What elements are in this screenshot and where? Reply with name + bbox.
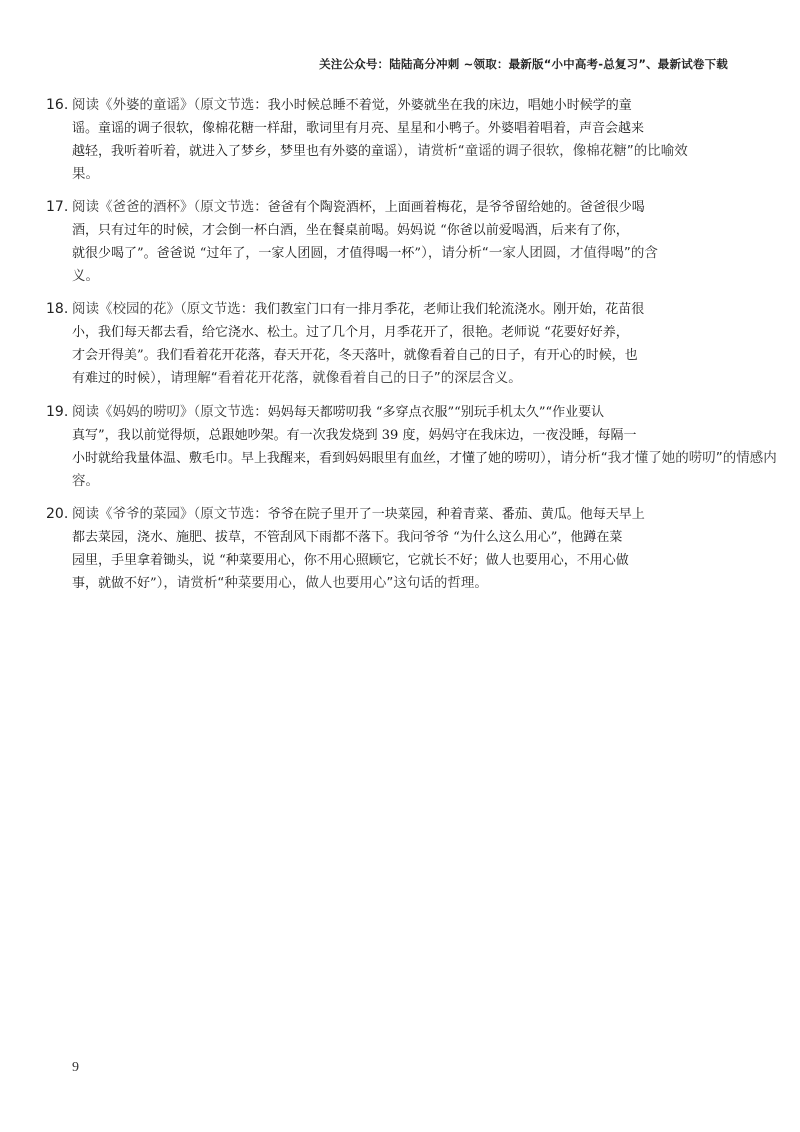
excerpt-text: 酒，只有过年的时候，才会倒一杯白酒，坐在餐桌前喝。妈妈说 “你爸以前爱喝酒，后来有了你， (72, 223, 629, 238)
question-lead: 阅读《外婆的童谣》（原文节选： (72, 97, 268, 113)
excerpt-text: 妈妈每天都唠叨我 “多穿点衣服”“别玩手机太久”“作业要认 (267, 405, 605, 420)
question-16 (46, 94, 800, 185)
question-list (46, 94, 800, 606)
question-line (72, 117, 800, 140)
question-line (72, 447, 800, 470)
question-lead: 阅读《妈妈的唠叨》（原文节选： (72, 404, 268, 420)
question-lead: 阅读《爷爷的菜园》（原文节选： (72, 506, 268, 522)
question-line (72, 219, 800, 242)
question-line (72, 140, 800, 163)
question-line (72, 196, 800, 219)
question-prompt: ），请赏析“种菜要用心，做人也要用心”这句话的哲理。 (156, 575, 488, 591)
question-number: 18. (46, 301, 69, 317)
excerpt-text: 越轻，我听着听着，就进入了梦乡，梦里也有外婆的童谣 (72, 144, 398, 159)
question-number: 20. (46, 506, 69, 522)
question-lead: 阅读《校园的花》（原文节选： (72, 301, 255, 317)
excerpt-text: 小时就给我量体温、敷毛巾。早上我醒来，看到妈妈眼里有血丝，才懂了她的唠叨 (72, 451, 541, 466)
question-20 (46, 503, 800, 595)
question-line (72, 470, 800, 492)
excerpt-text: 才会开得美”。我们看着花开花落，春天开花，冬天落叶，就像看着自己的日子，有开心的时候，也 (72, 348, 638, 363)
question-body (72, 94, 800, 185)
excerpt-text: 小，我们每天都去看，给它浇水、松土。过了几个月，月季花开了，很艳。老师说 “花要好好养， (72, 325, 629, 340)
question-line (72, 163, 800, 185)
question-line (72, 572, 800, 595)
question-lead: 阅读《爸爸的酒杯》（原文节选： (72, 199, 268, 215)
excerpt-text: 就很少喝了”。爸爸说 “过年了，一家人团圆，才值得喝一杯” (72, 246, 422, 261)
question-line (72, 94, 800, 117)
question-body (72, 196, 800, 287)
excerpt-text: 事，就做不好” (72, 576, 157, 591)
question-line (72, 526, 800, 549)
question-line (72, 401, 800, 424)
question-line (72, 321, 800, 344)
question-prompt: 容。 (72, 473, 99, 489)
excerpt-text: 爸爸有个陶瓷酒杯，上面画着梅花，是爷爷留给她的。爸爸很少喝 (267, 200, 645, 215)
question-prompt: ），请分析“我才懂了她的唠叨”的情感内 (540, 450, 777, 466)
excerpt-text: 真写”，我以前觉得烦，总跟她吵架。有一次我发烧到 39 度，妈妈守在我床边，一夜没睡，每隔一 (72, 428, 637, 443)
page-header: 关注公众号：陆陆高分冲刺 ~领取：最新版“小中高考-总复习”、最新试卷下载 (319, 57, 728, 71)
excerpt-text: 园里，手里拿着锄头，说 “种菜要用心，你不用心照顾它，它就长不好；做人也要用心，不用心做 (72, 553, 629, 568)
question-line (72, 424, 800, 447)
excerpt-text: 我小时候总睡不着觉，外婆就坐在我的床边，唱她小时候学的童 (267, 98, 632, 113)
question-line (72, 242, 800, 265)
question-line (72, 549, 800, 572)
question-19 (46, 401, 800, 492)
excerpt-text: 爷爷在院子里开了一块菜园，种着青菜、番茄、黄瓜。他每天早上 (267, 507, 645, 522)
question-line (72, 265, 800, 287)
question-17 (46, 196, 800, 287)
excerpt-text: 都去菜园，浇水、施肥、拔草，不管刮风下雨都不落下。我问爷爷 “为什么这么用心”，他蹲在菜 (72, 530, 623, 545)
question-line (72, 503, 800, 526)
excerpt-text: 我们教室门口有一排月季花，老师让我们轮流浇水。刚开始，花苗很 (254, 302, 645, 317)
question-line (72, 344, 800, 367)
question-prompt: 义。 (72, 268, 99, 284)
question-number: 17. (46, 199, 69, 215)
excerpt-text: 谣。童谣的调子很软，像棉花糖一样甜，歌词里有月亮、星星和小鸭子。外婆唱着唱着，声音会越来 (72, 121, 645, 136)
question-line (72, 367, 800, 390)
question-prompt: ），请理解“看着花开花落，就像看着自己的日子”的深层含义。 (150, 370, 522, 386)
question-18 (46, 298, 800, 390)
question-body (72, 401, 800, 492)
question-line (72, 298, 800, 321)
question-number: 16. (46, 97, 69, 113)
page-number: 9 (72, 1060, 79, 1075)
excerpt-text: 有难过的时候 (72, 371, 151, 386)
question-body (72, 503, 800, 595)
question-prompt: 果。 (72, 166, 99, 182)
question-prompt: ），请分析“一家人团圆，才值得喝”的含 (421, 245, 658, 261)
question-number: 19. (46, 404, 69, 420)
question-body (72, 298, 800, 390)
question-prompt: ），请赏析“童谣的调子很软，像棉花糖”的比喻效 (397, 143, 688, 159)
